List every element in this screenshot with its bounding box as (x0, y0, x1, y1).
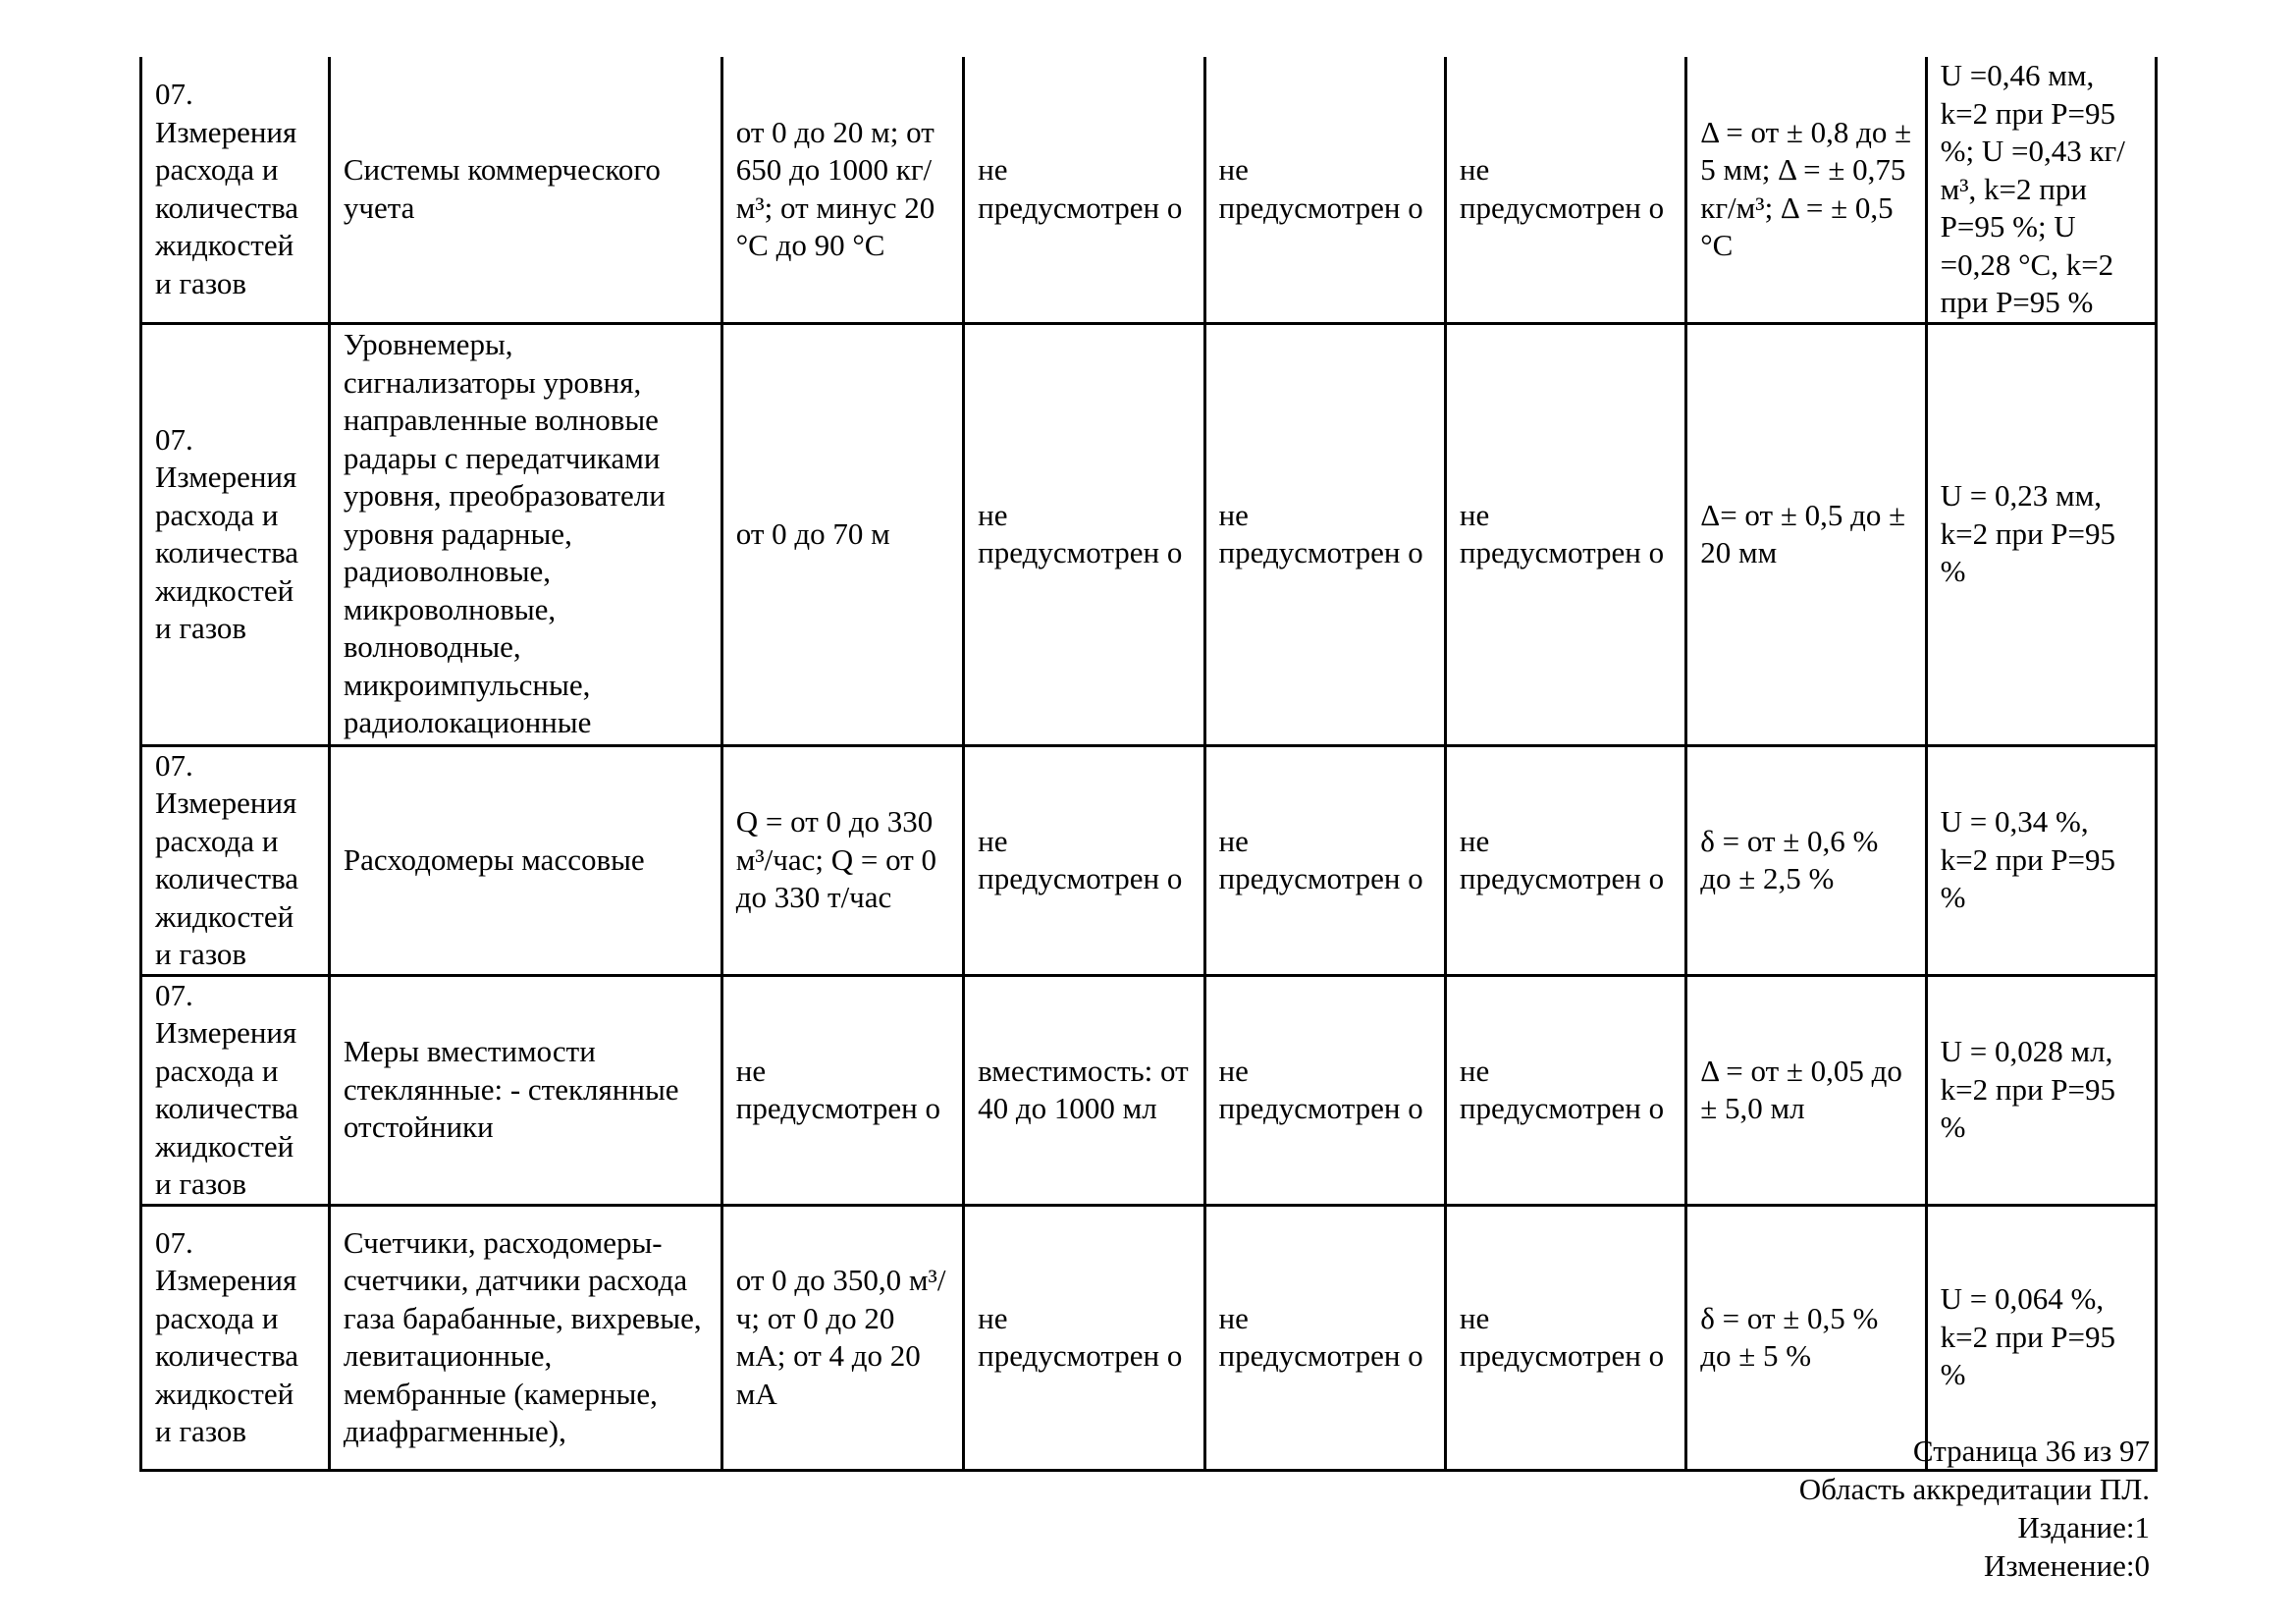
range-cell: не предусмотрен о (1204, 57, 1445, 323)
page-number: Страница 36 из 97 (1912, 1434, 2150, 1468)
measuring-instrument-cell: Меры вместимости стеклянные: - стеклянные отстойники (329, 975, 721, 1205)
range-cell: не предусмотрен о (721, 975, 963, 1205)
range-cell: не предусмотрен о (1445, 975, 1685, 1205)
range-cell: от 0 до 70 м (721, 323, 963, 745)
accuracy-cell: Δ = от ± 0,05 до ± 5,0 мл (1686, 975, 1926, 1205)
uncertainty-cell: U = 0,34 %, k=2 при Р=95 % (1926, 745, 2156, 975)
range-cell: не предусмотрен о (1204, 1205, 1445, 1470)
range-cell: не предусмотрен о (1204, 323, 1445, 745)
range-cell: не предусмотрен о (964, 323, 1204, 745)
measuring-instrument-cell: Системы коммерческого учета (329, 57, 721, 323)
document-title: Область аккредитации ПЛ. (1798, 1472, 2150, 1506)
range-cell: не предусмотрен о (964, 745, 1204, 975)
measurement-area-cell: 07. Измерения расхода и количества жидкостей и газов (141, 975, 330, 1205)
page-footer (1799, 1432, 2150, 1585)
accreditation-scope-table (139, 57, 2158, 1472)
uncertainty-cell: U = 0,064 %, k=2 при Р=95 % (1926, 1205, 2156, 1470)
uncertainty-cell: U = 0,028 мл, k=2 при Р=95 % (1926, 975, 2156, 1205)
edition-label: Издание:1 (2017, 1510, 2150, 1544)
measuring-instrument-cell: Уровнемеры, сигнализаторы уровня, направленные волновые радары с передатчиками уровня, преобразователи уровня радарные, радиоволновые, микроволновые, волноводные, микроимпульсные, радиолокационные (329, 323, 721, 745)
range-cell: не предусмотрен о (1445, 745, 1685, 975)
table-row (141, 57, 2157, 323)
range-cell: не предусмотрен о (1204, 745, 1445, 975)
measurement-area-cell: 07. Измерения расхода и количества жидкостей и газов (141, 1205, 330, 1470)
uncertainty-cell: U =0,46 мм, k=2 при Р=95 %; U =0,43 кг/м³, k=2 при Р=95 %; U =0,28 °С, k=2 при Р=95 % (1926, 57, 2156, 323)
range-cell: не предусмотрен о (1445, 57, 1685, 323)
accuracy-cell: δ = от ± 0,6 % до ± 2,5 % (1686, 745, 1926, 975)
range-cell: не предусмотрен о (964, 1205, 1204, 1470)
measurement-area-cell: 07. Измерения расхода и количества жидкостей и газов (141, 745, 330, 975)
range-cell: от 0 до 350,0 м³/ч; от 0 до 20 мА; от 4 до 20 мА (721, 1205, 963, 1470)
range-cell: вместимость: от 40 до 1000 мл (964, 975, 1204, 1205)
table-row (141, 323, 2157, 745)
range-cell: от 0 до 20 м; от 650 до 1000 кг/м³; от минус 20 °С до 90 °С (721, 57, 963, 323)
measuring-instrument-cell: Счетчики, расходомеры-счетчики, датчики расхода газа барабанные, вихревые, левитационные, мембранные (камерные, диафрагменные), (329, 1205, 721, 1470)
range-cell: не предусмотрен о (1204, 975, 1445, 1205)
accuracy-cell: δ = от ± 0,5 % до ± 5 % (1686, 1205, 1926, 1470)
measurement-area-cell: 07. Измерения расхода и количества жидкостей и газов (141, 57, 330, 323)
measuring-instrument-cell: Расходомеры массовые (329, 745, 721, 975)
range-cell: не предусмотрен о (1445, 1205, 1685, 1470)
table-row (141, 975, 2157, 1205)
range-cell: не предусмотрен о (1445, 323, 1685, 745)
range-cell: не предусмотрен о (964, 57, 1204, 323)
table-row (141, 1205, 2157, 1470)
measurement-area-cell: 07. Измерения расхода и количества жидкостей и газов (141, 323, 330, 745)
uncertainty-cell: U = 0,23 мм, k=2 при Р=95 % (1926, 323, 2156, 745)
range-cell: Q = от 0 до 330 м³/час; Q = от 0 до 330 т/час (721, 745, 963, 975)
accuracy-cell: Δ= от ± 0,5 до ± 20 мм (1686, 323, 1926, 745)
accuracy-cell: Δ = от ± 0,8 до ± 5 мм; Δ = ± 0,75 кг/м³; Δ = ± 0,5 °С (1686, 57, 1926, 323)
table-row (141, 745, 2157, 975)
revision-label: Изменение:0 (1984, 1548, 2150, 1583)
